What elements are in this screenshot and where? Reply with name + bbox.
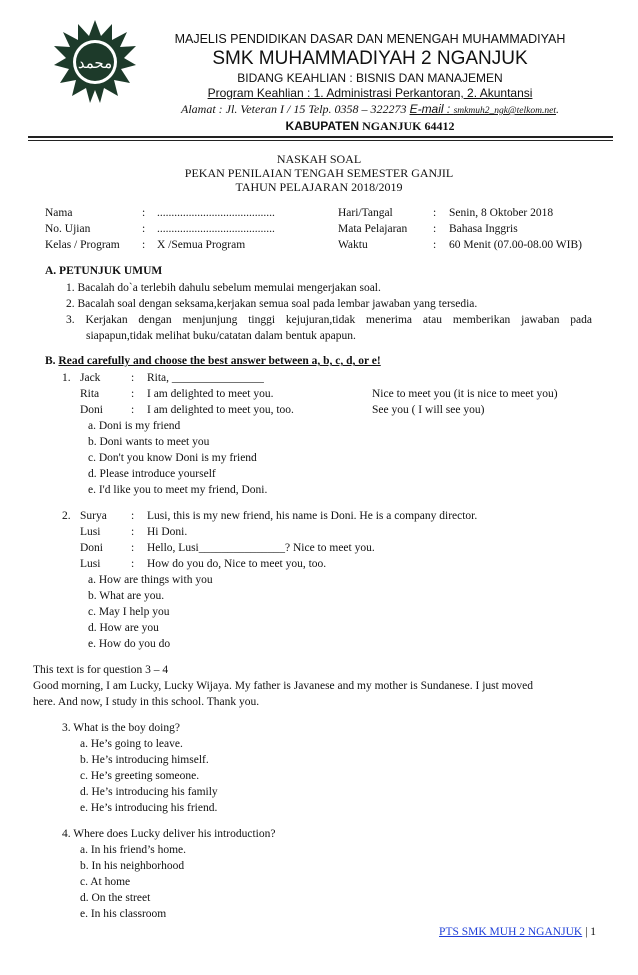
header-divider — [28, 136, 613, 138]
section-b-title — [45, 355, 381, 367]
mapel-value: Bahasa Inggris — [449, 223, 518, 235]
dialog-colon: : — [131, 558, 135, 570]
answer-option[interactable]: e. I'd like you to meet my friend, Doni. — [88, 484, 268, 496]
dialog-speaker: Rita — [80, 388, 100, 400]
svg-text:محمد: محمد — [77, 54, 113, 72]
doc-year: TAHUN PELAJARAN 2018/2019 — [235, 180, 403, 194]
header-organization: MAJELIS PENDIDIKAN DASAR DAN MENENGAH MUHAMMADIYAH — [174, 32, 566, 46]
instruction-item: 3. Kerjakan dengan menjunjung tinggi kejujuran,tidak menerima atau memberikan jawaban pada — [66, 314, 592, 326]
doc-title: NASKAH SOAL — [276, 152, 362, 166]
dialog-line: Hi Doni. — [147, 526, 188, 538]
dialog-note: Nice to meet you (it is nice to meet you) — [372, 388, 558, 400]
answer-option[interactable]: b. Doni wants to meet you — [88, 436, 210, 448]
question-text: 3. What is the boy doing? — [62, 722, 180, 734]
answer-option[interactable]: c. He’s greeting someone. — [80, 770, 200, 782]
question-number: 1. — [62, 372, 71, 384]
email-label: E-mail : — [409, 102, 454, 116]
header-address — [140, 102, 600, 117]
mapel-colon: : — [433, 223, 437, 235]
header-program: Program Keahlian : 1. Administrasi Perkantoran, 2. Akuntansi — [207, 86, 533, 100]
noujian-label: No. Ujian — [45, 223, 91, 235]
kelas-colon: : — [142, 239, 146, 251]
answer-option[interactable]: c. May I help you — [88, 606, 170, 618]
header-divider-thin — [28, 140, 613, 141]
dialog-speaker: Doni — [80, 542, 103, 554]
passage-text: Good morning, I am Lucky, Lucky Wijaya. My father is Javanese and my mother is Sundanese. I just moved — [33, 680, 533, 692]
dialog-line: Rita, ________________ — [147, 372, 264, 384]
section-a-title: A. PETUNJUK UMUM — [45, 265, 163, 277]
answer-option[interactable]: e. He’s introducing his friend. — [80, 802, 218, 814]
dialog-colon: : — [131, 404, 135, 416]
dialog-line: How do you do, Nice to meet you, too. — [147, 558, 327, 570]
dialog-colon: : — [131, 542, 135, 554]
hari-label: Hari/Tangal — [338, 207, 393, 219]
passage-intro: This text is for question 3 – 4 — [33, 664, 169, 676]
answer-option[interactable]: a. In his friend’s home. — [80, 844, 187, 856]
dialog-colon: : — [131, 372, 135, 384]
nama-label: Nama — [45, 207, 73, 219]
question-number: 2. — [62, 510, 71, 522]
dialog-speaker: Doni — [80, 404, 103, 416]
kabupaten-city: NGANJUK 64412 — [359, 119, 455, 133]
answer-option[interactable]: d. Please introduce yourself — [88, 468, 216, 480]
answer-option[interactable]: e. In his classroom — [80, 908, 167, 920]
answer-option[interactable]: a. How are things with you — [88, 574, 213, 586]
hari-colon: : — [433, 207, 437, 219]
nama-field[interactable]: ......................................... — [157, 207, 275, 219]
nama-colon: : — [142, 207, 146, 219]
kelas-value: X /Semua Program — [157, 239, 246, 251]
answer-option[interactable]: a. Doni is my friend — [88, 420, 181, 432]
waktu-colon: : — [433, 239, 437, 251]
waktu-label: Waktu — [338, 239, 368, 251]
section-b-instruction: Read carefully and choose the best answer between a, b, c, d, or e! — [58, 355, 381, 367]
section-b-prefix: B. — [45, 355, 59, 367]
answer-option[interactable]: b. He’s introducing himself. — [80, 754, 209, 766]
instruction-item: 2. Bacalah soal dengan seksama,kerjakan semua soal pada lembar jawaban yang tersedia. — [66, 298, 478, 310]
doc-subtitle: PEKAN PENILAIAN TENGAH SEMESTER GANJIL — [184, 166, 454, 180]
kelas-label: Kelas / Program — [45, 239, 120, 251]
header-field: BIDANG KEAHLIAN : BISNIS DAN MANAJEMEN — [237, 71, 503, 85]
answer-option[interactable]: d. How are you — [88, 622, 159, 634]
mapel-label: Mata Pelajaran — [338, 223, 408, 235]
footer-separator: | — [582, 926, 591, 938]
instruction-item-cont: siapapun,tidak melihat buku/catatan dalam bentuk apapun. — [86, 330, 356, 342]
dialog-note: See you ( I will see you) — [372, 404, 485, 416]
instruction-item: 1. Bacalah do`a terlebih dahulu sebelum memulai mengerjakan soal. — [66, 282, 381, 294]
header-school-name: SMK MUHAMMADIYAH 2 NGANJUK — [212, 48, 528, 69]
dialog-speaker: Lusi — [80, 526, 101, 538]
answer-option[interactable]: b. What are you. — [88, 590, 165, 602]
dialog-line: Hello, Lusi_______________? Nice to meet you. — [147, 542, 375, 554]
dialog-speaker: Jack — [80, 372, 101, 384]
dialog-colon: : — [131, 510, 135, 522]
dialog-speaker: Lusi — [80, 558, 101, 570]
school-logo — [52, 18, 138, 104]
dialog-line: Lusi, this is my new friend, his name is Doni. He is a company director. — [147, 510, 478, 522]
page-footer — [439, 926, 596, 938]
noujian-colon: : — [142, 223, 146, 235]
answer-option[interactable]: e. How do you do — [88, 638, 171, 650]
dialog-speaker: Surya — [80, 510, 107, 522]
answer-option[interactable]: a. He’s going to leave. — [80, 738, 183, 750]
passage-text: here. And now, I study in this school. Thank you. — [33, 696, 260, 708]
question-text: 4. Where does Lucky deliver his introduction? — [62, 828, 276, 840]
dialog-line: I am delighted to meet you. — [147, 388, 274, 400]
answer-option[interactable]: d. He’s introducing his family — [80, 786, 218, 798]
answer-option[interactable]: c. At home — [80, 876, 131, 888]
email-link[interactable]: smkmuh2_ngk@telkom.net — [453, 106, 556, 116]
dialog-colon: : — [131, 526, 135, 538]
noujian-field[interactable]: ......................................... — [157, 223, 275, 235]
dialog-colon: : — [131, 388, 135, 400]
dialog-line: I am delighted to meet you, too. — [147, 404, 294, 416]
answer-option[interactable]: d. On the street — [80, 892, 151, 904]
email-end: . — [555, 102, 559, 116]
header-kabupaten — [140, 119, 600, 134]
hari-value: Senin, 8 Oktober 2018 — [449, 207, 554, 219]
waktu-value: 60 Menit (07.00-08.00 WIB) — [449, 239, 582, 251]
kabupaten-label: KABUPATEN — [285, 119, 360, 133]
page-number: 1 — [590, 926, 596, 938]
address-text: Alamat : Jl. Veteran I / 15 Telp. 0358 – 322273 — [181, 102, 410, 116]
answer-option[interactable]: c. Don't you know Doni is my friend — [88, 452, 257, 464]
answer-option[interactable]: b. In his neighborhood — [80, 860, 185, 872]
footer-link[interactable]: PTS SMK MUH 2 NGANJUK — [439, 926, 583, 938]
